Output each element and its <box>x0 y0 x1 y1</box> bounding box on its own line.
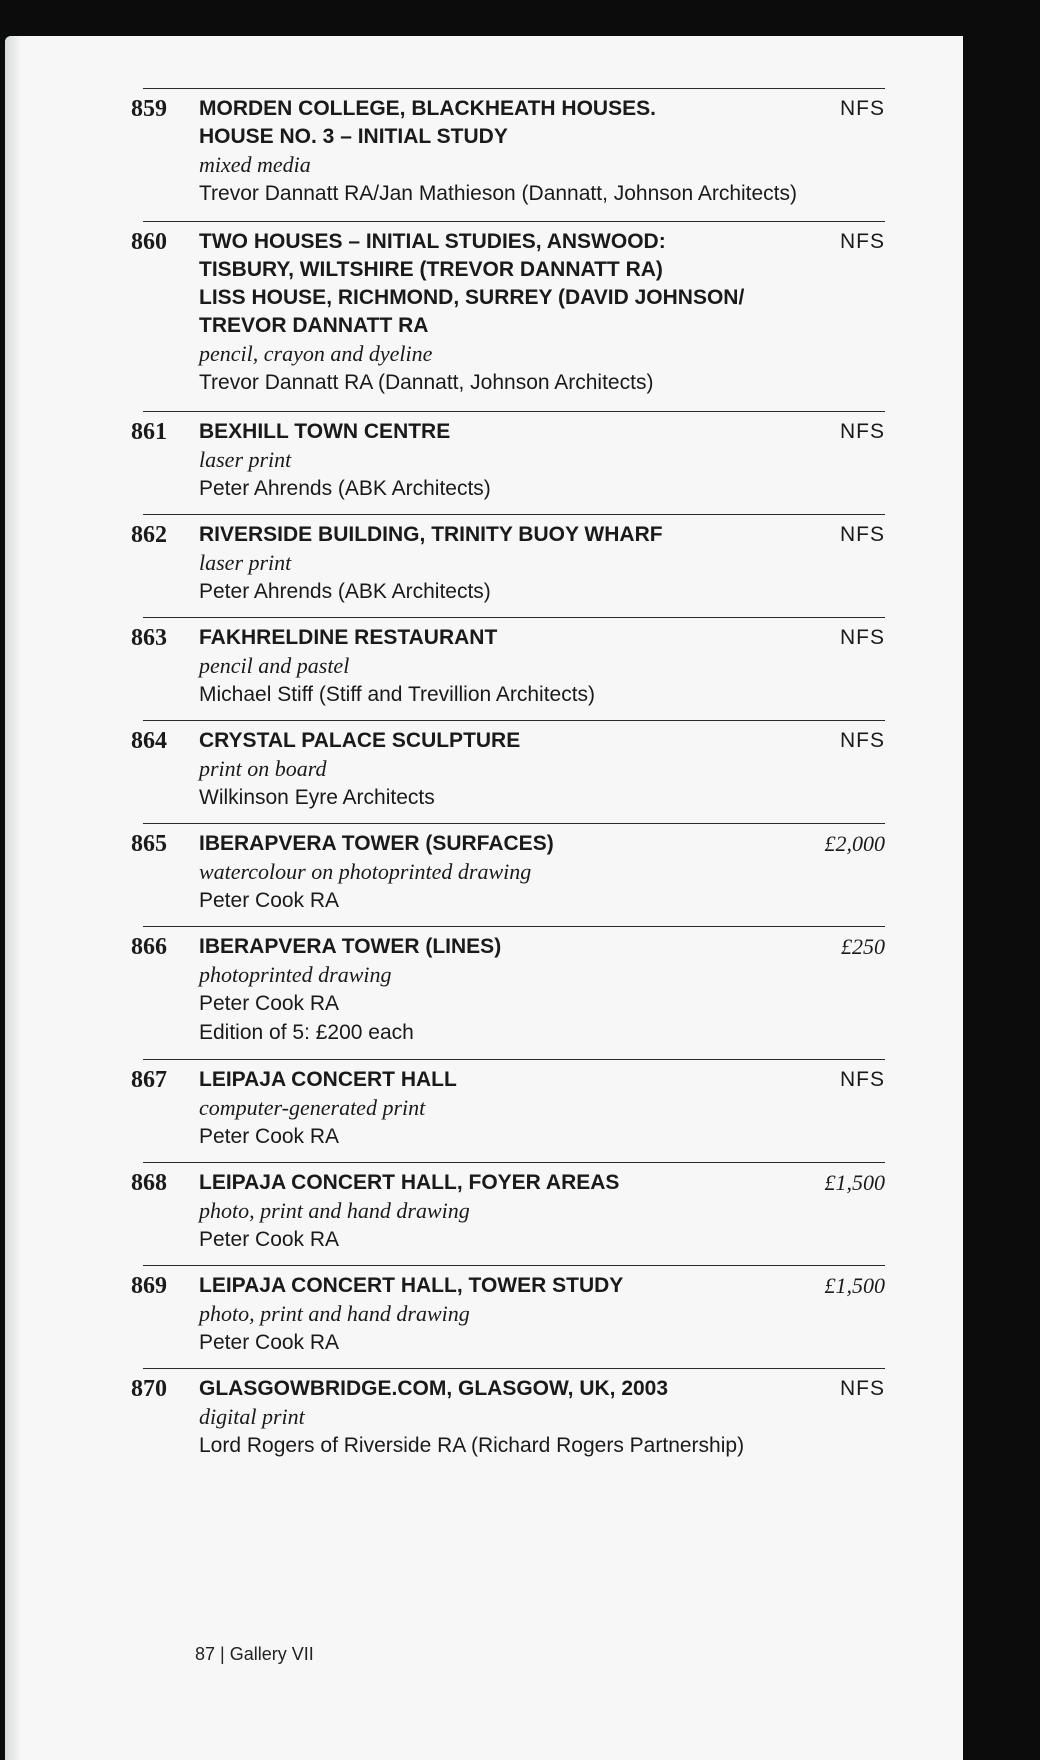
entry-body <box>199 624 795 709</box>
entry-title-line: FAKHRELDINE RESTAURANT <box>199 626 498 649</box>
entry-number: 860 <box>131 229 167 255</box>
entry-price: NFS <box>840 1377 885 1400</box>
catalogue-entry <box>131 1162 885 1265</box>
catalogue-page <box>5 36 963 1760</box>
catalogue-entry <box>131 221 885 411</box>
entry-number: 868 <box>131 1170 167 1196</box>
entry-artist: Michael Stiff (Stiff and Trevillion Architects) <box>199 683 596 706</box>
entry-body <box>199 228 795 397</box>
entry-medium: digital print <box>199 1404 305 1429</box>
catalogue-entry <box>131 823 885 926</box>
entry-title-line: CRYSTAL PALACE SCULPTURE <box>199 729 521 752</box>
entry-title-line: GLASGOWBRIDGE.COM, GLASGOW, UK, 2003 <box>199 1377 669 1400</box>
entry-price: £1,500 <box>824 1170 885 1195</box>
entry-number: 866 <box>131 934 167 960</box>
entry-artist: Peter Cook RA <box>199 1228 340 1251</box>
entry-price: £2,000 <box>824 831 885 856</box>
entry-medium: photo, print and hand drawing <box>199 1198 470 1223</box>
entry-artist: Wilkinson Eyre Architects <box>199 786 435 809</box>
catalogue-entry <box>131 514 885 617</box>
entry-artist: Peter Cook RA <box>199 1331 340 1354</box>
entry-number: 861 <box>131 419 167 445</box>
entry-title-line: HOUSE NO. 3 – INITIAL STUDY <box>199 125 508 148</box>
entry-title-line: LEIPAJA CONCERT HALL, TOWER STUDY <box>199 1274 624 1297</box>
catalogue-entry <box>131 720 885 823</box>
catalogue-entry <box>131 1059 885 1162</box>
entry-medium: pencil, crayon and dyeline <box>199 341 433 366</box>
catalogue-entry <box>131 1265 885 1368</box>
entry-number: 865 <box>131 831 167 857</box>
entry-medium: computer-generated print <box>199 1095 426 1120</box>
entry-medium: pencil and pastel <box>199 653 350 678</box>
entry-artist: Peter Ahrends (ABK Architects) <box>199 580 491 603</box>
spine-shadow <box>5 36 21 1760</box>
entry-title-line: TISBURY, WILTSHIRE (TREVOR DANNATT RA) <box>199 258 663 281</box>
catalogue-list <box>131 88 885 1478</box>
entry-number: 870 <box>131 1376 167 1402</box>
entry-title-line: LEIPAJA CONCERT HALL, FOYER AREAS <box>199 1171 620 1194</box>
entry-artist: Peter Ahrends (ABK Architects) <box>199 477 491 500</box>
entry-number: 859 <box>131 96 167 122</box>
catalogue-entry <box>131 926 885 1059</box>
catalogue-entry <box>131 411 885 514</box>
entry-artist: Trevor Dannatt RA (Dannatt, Johnson Architects) <box>199 371 654 394</box>
entry-title-line: LISS HOUSE, RICHMOND, SURREY (DAVID JOHNSON/ <box>199 286 745 309</box>
entry-medium: photoprinted drawing <box>199 962 392 987</box>
entry-body <box>199 418 795 503</box>
entry-price: £250 <box>841 934 885 959</box>
entry-medium: mixed media <box>199 152 311 177</box>
entry-edition-note: Edition of 5: £200 each <box>199 1021 414 1044</box>
entry-medium: laser print <box>199 447 292 472</box>
entry-price: NFS <box>840 420 885 443</box>
entry-medium: print on board <box>199 756 327 781</box>
entry-body <box>199 1169 795 1254</box>
entry-artist: Lord Rogers of Riverside RA (Richard Rogers Partnership) <box>199 1434 745 1457</box>
page-footer: 87 | Gallery VII <box>195 1644 314 1664</box>
entry-price: NFS <box>840 1068 885 1091</box>
catalogue-entry <box>131 1368 885 1478</box>
entry-price: NFS <box>840 626 885 649</box>
entry-artist: Peter Cook RA <box>199 1125 340 1148</box>
entry-title-line: IBERAPVERA TOWER (SURFACES) <box>199 832 554 855</box>
entry-body <box>199 521 795 606</box>
entry-title-line: BEXHILL TOWN CENTRE <box>199 420 451 443</box>
entry-price: NFS <box>840 523 885 546</box>
entry-number: 864 <box>131 728 167 754</box>
entry-body <box>199 95 798 208</box>
entry-number: 862 <box>131 522 167 548</box>
catalogue-entry <box>131 617 885 720</box>
entry-artist: Trevor Dannatt RA/Jan Mathieson (Dannatt, Johnson Architects) <box>199 182 798 205</box>
entry-price: NFS <box>840 230 885 253</box>
entry-body <box>199 830 795 915</box>
entry-price: £1,500 <box>824 1273 885 1298</box>
entry-medium: watercolour on photoprinted drawing <box>199 859 532 884</box>
entry-body <box>199 933 795 1047</box>
entry-price: NFS <box>840 729 885 752</box>
entry-body <box>199 727 795 812</box>
entry-medium: laser print <box>199 550 292 575</box>
entry-title-line: LEIPAJA CONCERT HALL <box>199 1068 457 1091</box>
entry-artist: Peter Cook RA <box>199 889 340 912</box>
entry-number: 869 <box>131 1273 167 1299</box>
entry-title-line: RIVERSIDE BUILDING, TRINITY BUOY WHARF <box>199 523 663 546</box>
entry-body <box>199 1272 795 1357</box>
entry-title-line: TWO HOUSES – INITIAL STUDIES, ANSWOOD: <box>199 230 666 253</box>
entry-number: 867 <box>131 1067 167 1093</box>
entry-body <box>199 1375 795 1460</box>
entry-body <box>199 1066 795 1151</box>
entry-artist: Peter Cook RA <box>199 992 340 1015</box>
entry-number: 863 <box>131 625 167 651</box>
entry-price: NFS <box>840 97 885 120</box>
catalogue-entry <box>131 88 885 221</box>
entry-title-line: IBERAPVERA TOWER (LINES) <box>199 935 502 958</box>
entry-title-line: MORDEN COLLEGE, BLACKHEATH HOUSES. <box>199 97 656 120</box>
entry-title-line: TREVOR DANNATT RA <box>199 314 429 337</box>
entry-medium: photo, print and hand drawing <box>199 1301 470 1326</box>
